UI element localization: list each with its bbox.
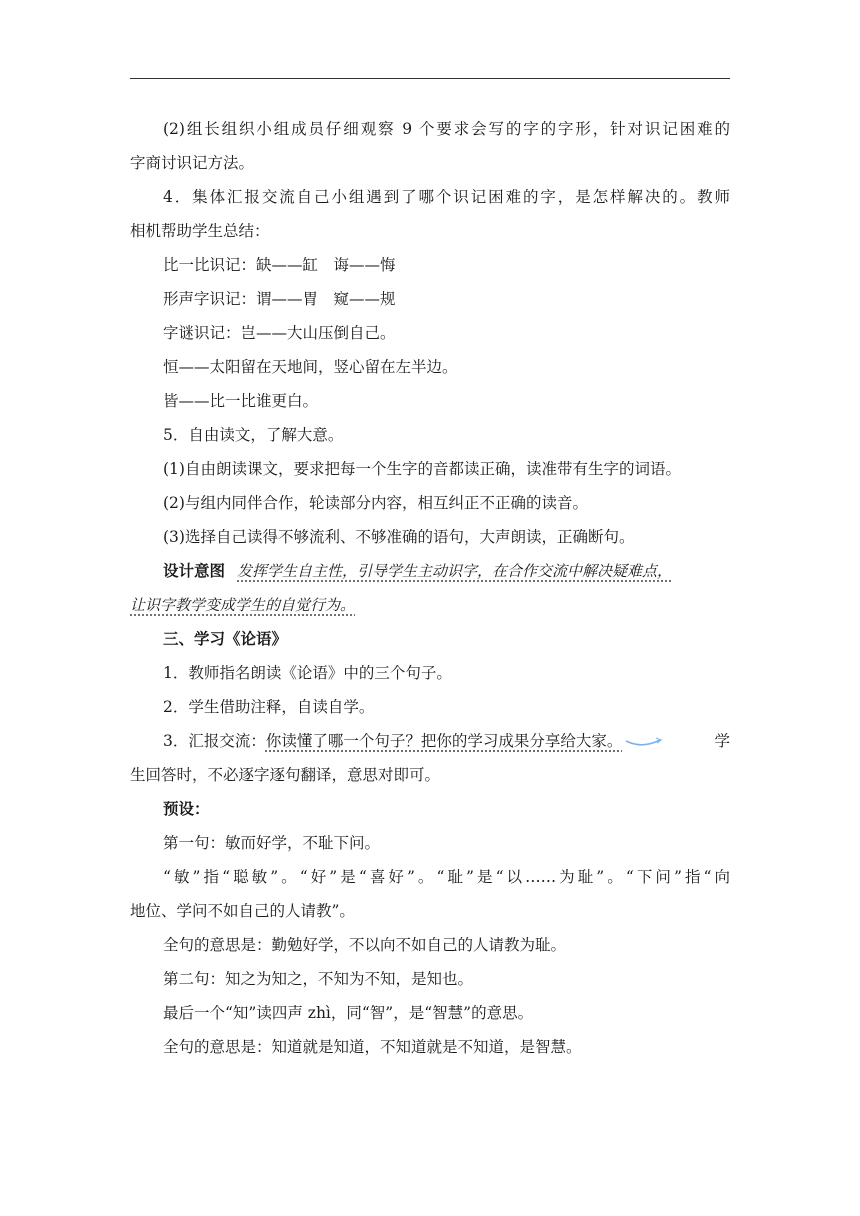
report-suffix: 学 <box>714 732 730 750</box>
paragraph: (2)与组内同伴合作，轮读部分内容，相互纠正不正确的读音。 <box>163 494 588 512</box>
paragraph: 2．学生借助注释，自读自学。 <box>163 698 375 716</box>
report-prefix: 3．汇报交流： <box>163 732 266 750</box>
design-intent-continued <box>130 588 730 622</box>
paragraph: (1)自由朗读课文，要求把每一个生字的音都读正确，读准带有生字的词语。 <box>163 460 681 478</box>
paragraph: 恒——太阳留在天地间，竖心留在左半边。 <box>163 358 458 376</box>
header-rule <box>130 78 730 79</box>
section-heading: 三、学习《论语》 <box>163 629 288 648</box>
paragraph: 比一比识记：缺——缸 诲——悔 <box>163 256 396 274</box>
document-body <box>130 112 730 1064</box>
paragraph: 字商讨识记方法。 <box>130 154 255 172</box>
paragraph: 地位、学问不如自己的人请教”。 <box>130 902 355 920</box>
paragraph: 字谜识记：岂——大山压倒自己。 <box>163 324 396 342</box>
design-intent-text: 让识字教学变成学生的自觉行为。 <box>130 596 356 614</box>
paragraph: 最后一个“知”读四声 zhì，同“智”，是“智慧”的意思。 <box>163 1004 534 1022</box>
paragraph: (3)选择自己读得不够流利、不够准确的语句，大声朗读，正确断句。 <box>163 528 635 546</box>
paragraph: 第一句：敏而好学，不耻下问。 <box>163 834 381 852</box>
paragraph: 第二句：知之为知之，不知为不知，是知也。 <box>163 970 474 988</box>
paragraph: (2)组长组织小组成员仔细观察 9 个要求会写的字的字形，针对识记困难的 <box>163 120 730 138</box>
report-question: 你读懂了哪一个句子？把你的学习成果分享给大家。 <box>265 732 623 750</box>
paragraph: 5．自由读文，了解大意。 <box>163 426 344 444</box>
paragraph: 全句的意思是：勤勉好学，不以向不如自己的人请教为耻。 <box>163 936 567 954</box>
paragraph: 4．集体汇报交流自己小组遇到了哪个识记困难的字，是怎样解决的。教师 <box>163 188 730 206</box>
paragraph: 生回答时，不必逐字逐句翻译，意思对即可。 <box>130 766 441 784</box>
paragraph: 形声字识记：谓——胃 窥——规 <box>163 290 396 308</box>
design-intent <box>130 554 730 588</box>
paragraph: 相机帮助学生总结： <box>130 222 270 240</box>
paragraph: “敏”指“聪敏”。“好”是“喜好”。“耻”是“以……为耻”。“下问”指“向 <box>163 868 730 886</box>
report-line <box>130 724 730 758</box>
pen-stroke-icon <box>624 735 664 749</box>
design-intent-label: 设计意图 <box>163 561 226 580</box>
paragraph: 全句的意思是：知道就是知道，不知道就是不知道，是智慧。 <box>163 1038 582 1056</box>
design-intent-text: 发挥学生自主性，引导学生主动识字，在合作交流中解决疑难点， <box>237 562 673 580</box>
paragraph: 预设： <box>163 799 210 818</box>
paragraph: 皆——比一比谁更白。 <box>163 392 319 410</box>
paragraph: 1．教师指名朗读《论语》中的三个句子。 <box>163 664 452 682</box>
